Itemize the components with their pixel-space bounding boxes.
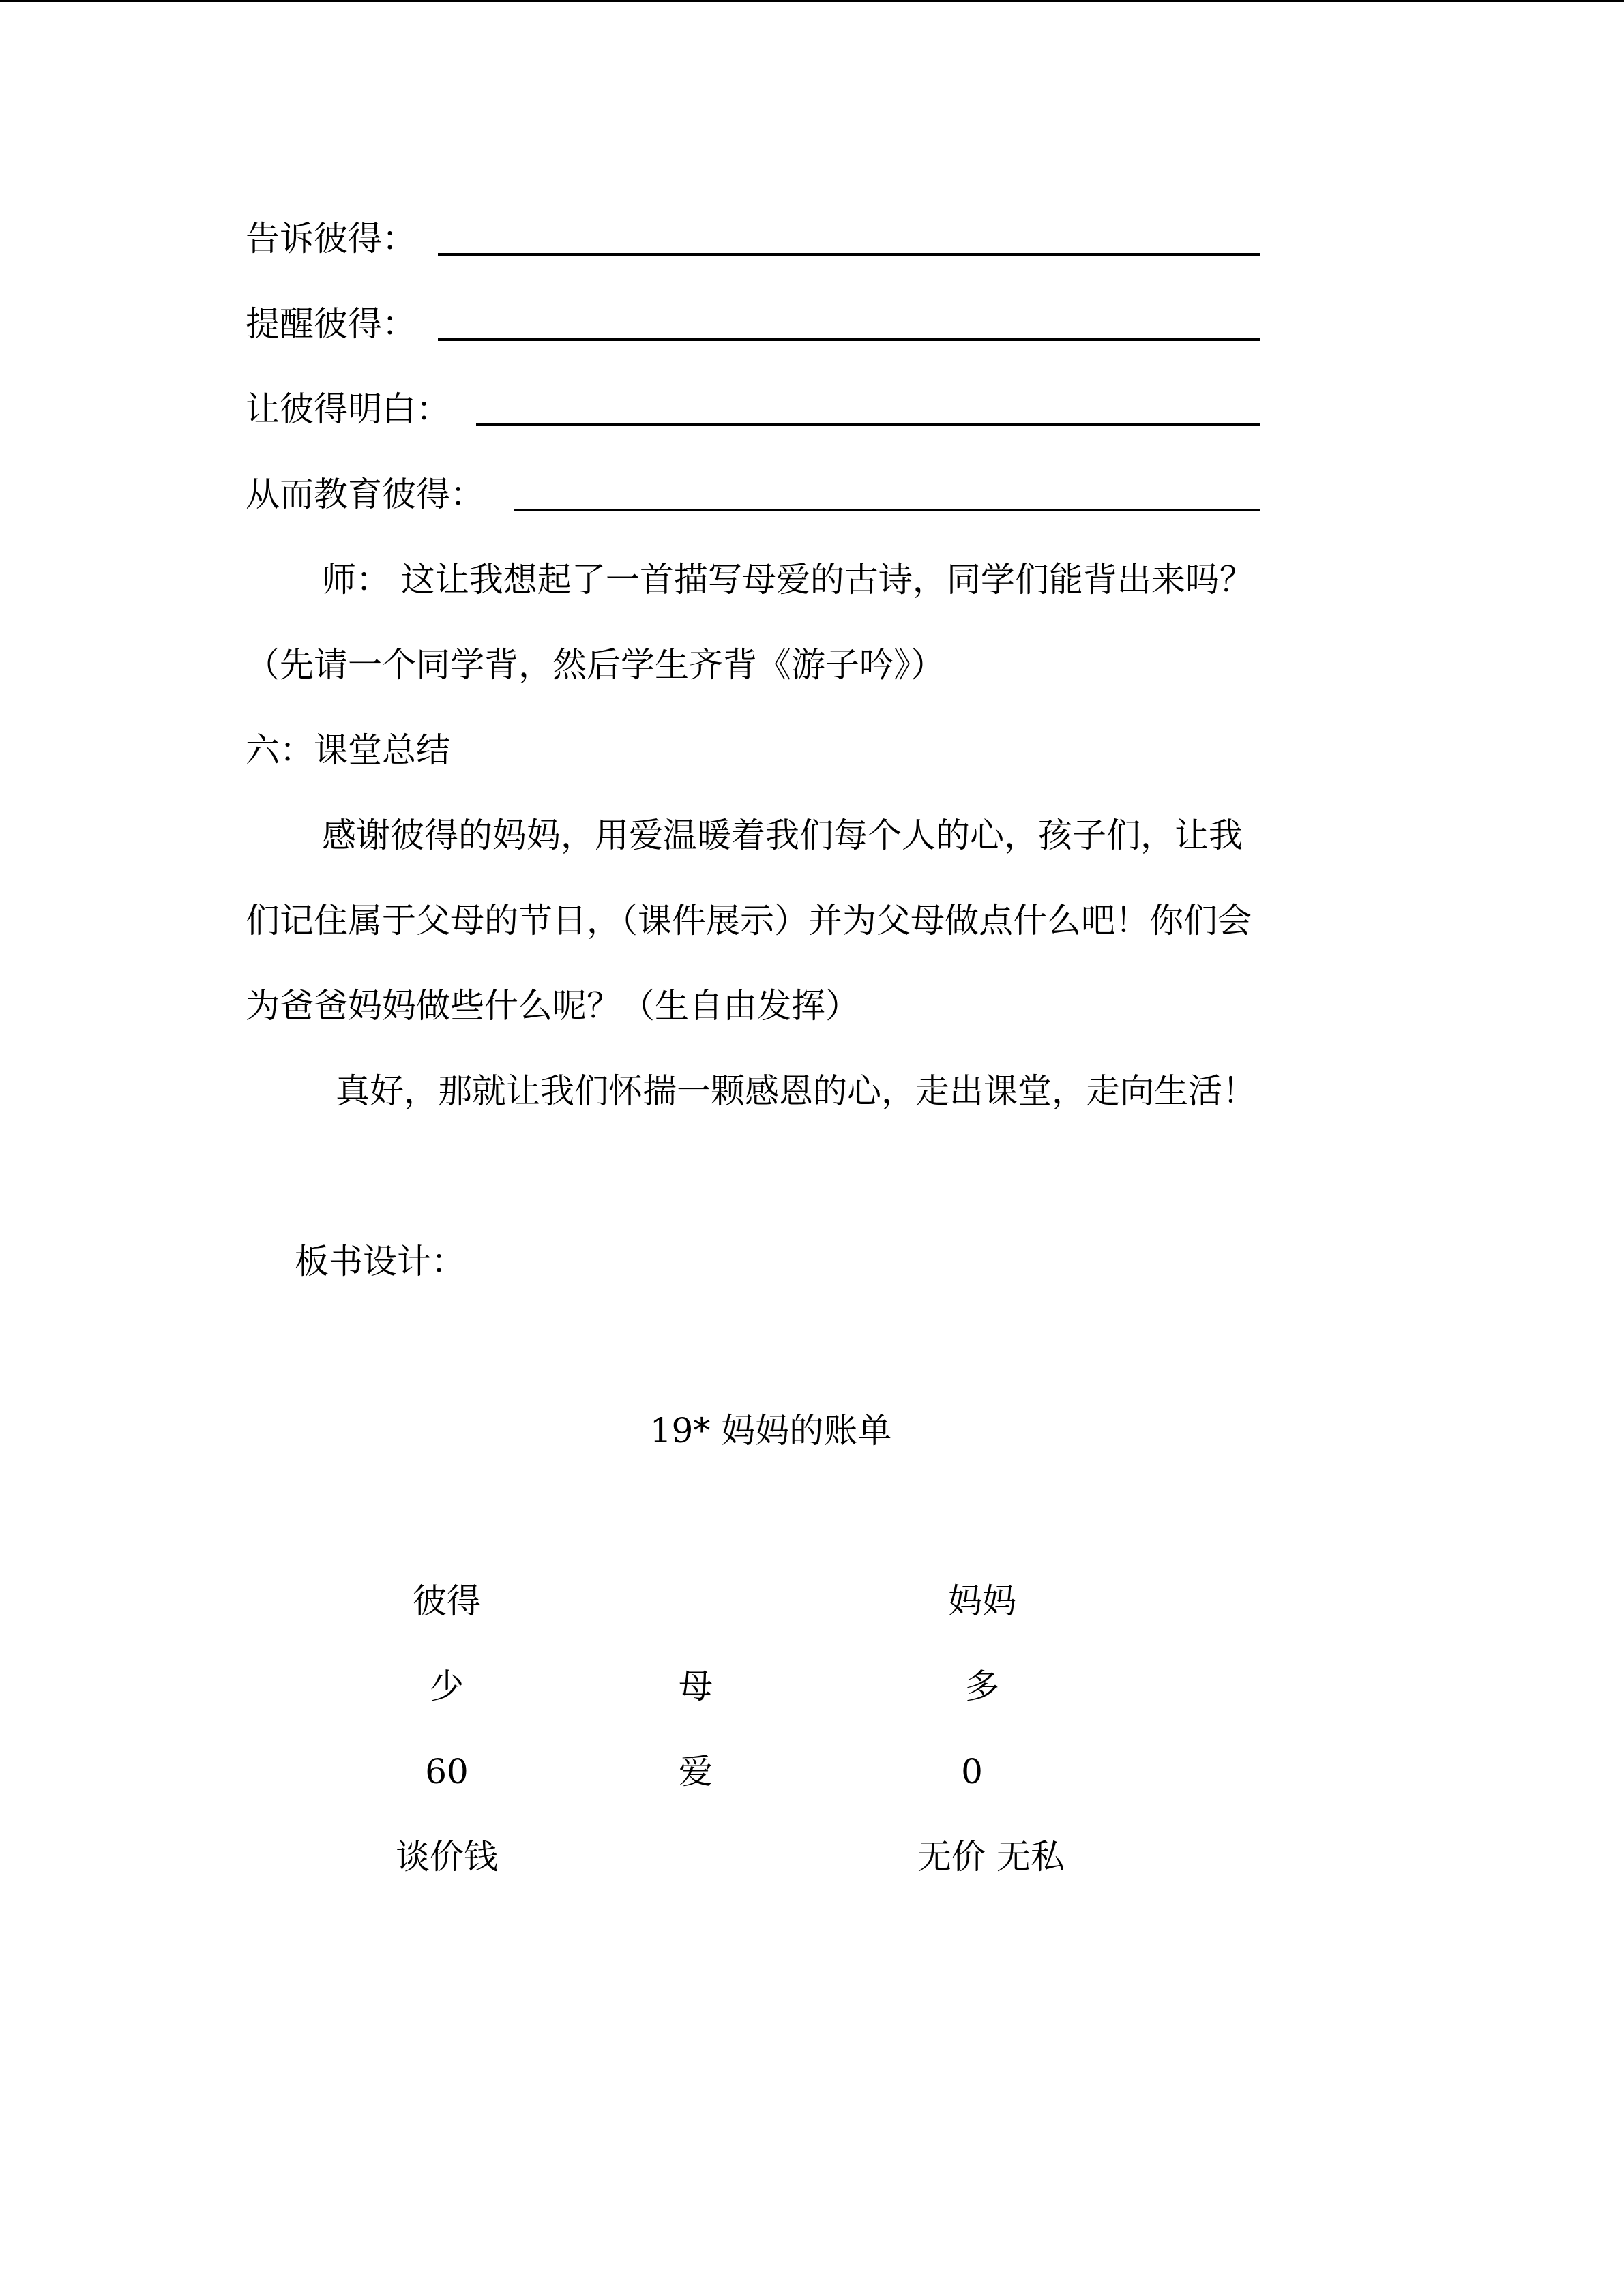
answer-blank[interactable] — [438, 338, 1260, 341]
board-design-label: 板书设计： — [295, 1242, 465, 1281]
answer-blank[interactable] — [438, 253, 1260, 256]
teacher-line: 师： 这让我想起了一首描写母爱的古诗，同学们能背出来吗？ — [322, 560, 1254, 599]
fill-in-label: 提醒彼得： — [246, 304, 416, 344]
page-top-border — [0, 0, 1624, 2]
board-left-cell: 谈价钱 — [396, 1837, 498, 1877]
teacher-note: （先请一个同学背，然后学生齐背《游子吟》） — [246, 645, 945, 685]
summary-paragraph-line: 们记住属于父母的节日，（课件展示）并为父母做点什么吧！你们会 — [246, 901, 1252, 940]
fill-in-label: 从而教育彼得： — [246, 475, 484, 514]
board-right-header: 妈妈 — [948, 1581, 1016, 1621]
answer-blank[interactable] — [514, 509, 1260, 511]
board-right-cell: 无价 无私 — [917, 1837, 1065, 1877]
summary-paragraph-line: 感谢彼得的妈妈，用爱温暖着我们每个人的心，孩子们，让我 — [322, 816, 1243, 855]
board-right-cell: 多 — [965, 1667, 999, 1706]
board-middle-cell: 爱 — [679, 1752, 713, 1791]
board-left-header: 彼得 — [413, 1581, 481, 1621]
answer-blank[interactable] — [476, 423, 1260, 426]
fill-in-line-4 — [246, 474, 1262, 515]
board-left-cell: 60 — [425, 1752, 469, 1791]
fill-in-label: 让彼得明白： — [246, 389, 450, 429]
board-right-cell: 0 — [961, 1752, 983, 1791]
board-left-cell: 少 — [430, 1667, 464, 1706]
section-six-title: 六：课堂总结 — [246, 730, 450, 770]
fill-in-label: 告诉彼得： — [246, 219, 416, 258]
fill-in-line-1 — [246, 218, 1262, 259]
summary-paragraph-line: 为爸爸妈妈做些什么呢？（生自由发挥） — [246, 986, 859, 1026]
board-middle-cell: 母 — [679, 1667, 713, 1706]
board-title: 19* 妈妈的账单 — [649, 1411, 892, 1450]
fill-in-line-3 — [246, 389, 1262, 430]
fill-in-line-2 — [246, 303, 1262, 344]
closing-line: 真好，那就让我们怀揣一颗感恩的心，走出课堂，走向生活！ — [336, 1071, 1256, 1111]
